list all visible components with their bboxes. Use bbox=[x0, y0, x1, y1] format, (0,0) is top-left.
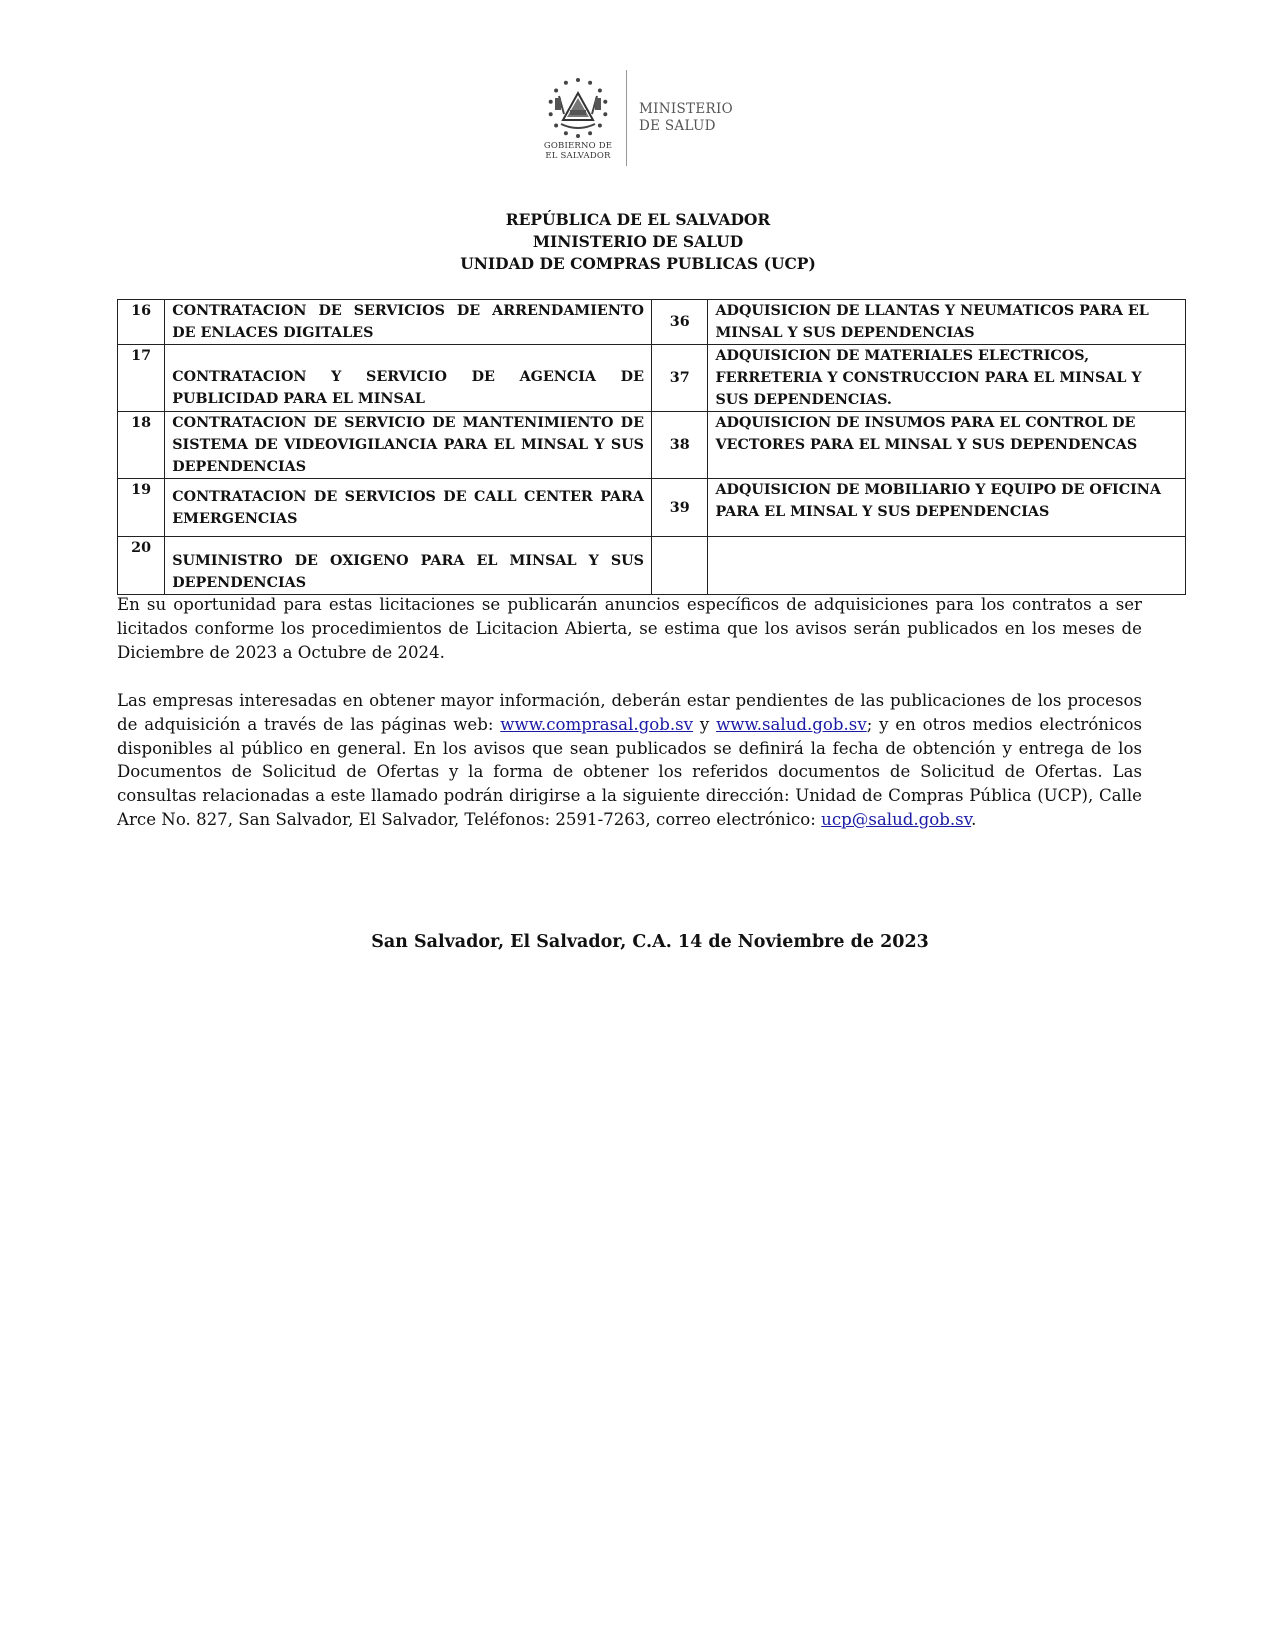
table-row bbox=[118, 300, 1186, 345]
item-number: 36 bbox=[651, 300, 707, 345]
ministry-logo bbox=[537, 70, 757, 170]
contact-separator: y bbox=[693, 714, 717, 734]
procurement-table bbox=[117, 299, 1186, 595]
seal-star bbox=[564, 81, 568, 85]
item-number: 38 bbox=[651, 412, 707, 479]
heading-line-unit: UNIDAD DE COMPRAS PUBLICAS (UCP) bbox=[460, 254, 816, 273]
item-number: 20 bbox=[118, 537, 165, 595]
item-description bbox=[708, 537, 1186, 595]
logo-divider bbox=[626, 70, 627, 166]
table-row bbox=[118, 412, 1186, 479]
seal-star bbox=[576, 78, 580, 82]
seal-star bbox=[554, 124, 558, 128]
seal-star bbox=[603, 112, 607, 116]
item-description: CONTRATACION DE SERVICIOS DE ARRENDAMIENTO DE ENLACES DIGITALES bbox=[165, 300, 652, 345]
item-description: CONTRATACION DE SERVICIOS DE CALL CENTER PARA EMERGENCIAS bbox=[165, 479, 652, 537]
item-description: SUMINISTRO DE OXIGENO PARA EL MINSAL Y SUS DEPENDENCIAS bbox=[165, 537, 652, 595]
email-link[interactable]: ucp@salud.gob.sv bbox=[821, 809, 972, 829]
government-label: GOBIERNO DE EL SALVADOR bbox=[543, 141, 613, 161]
contact-text-1: Las empresas interesadas en obtener mayor información, deberán estar pendientes de las publicaciones de los procesos de adquisición a través de las páginas web: bbox=[117, 691, 1142, 734]
seal-star bbox=[598, 89, 602, 93]
contact-end: . bbox=[971, 809, 977, 829]
item-description: ADQUISICION DE MOBILIARIO Y EQUIPO DE OFICINA PARA EL MINSAL Y SUS DEPENDENCIAS bbox=[708, 479, 1186, 537]
item-number: 18 bbox=[118, 412, 165, 479]
seal-star bbox=[576, 134, 580, 138]
salud-link[interactable]: www.salud.gob.sv bbox=[716, 714, 867, 734]
seal-star bbox=[598, 124, 602, 128]
heading-line-ministry: MINISTERIO DE SALUD bbox=[532, 232, 744, 251]
item-description: ADQUISICION DE MATERIALES ELECTRICOS, FERRETERIA Y CONSTRUCCION PARA EL MINSAL Y SUS DEPENDENCIAS. bbox=[708, 345, 1186, 412]
announcement-paragraph: En su oportunidad para estas licitaciones se publicarán anuncios específicos de adquisiciones para los contratos a ser licitados conforme los procedimientos de Licitacion Abierta, se estima que los avisos serán publicados en los meses de Diciembre de 2023 a Octubre de 2024. bbox=[117, 595, 1142, 662]
el-salvador-coat-of-arms-icon bbox=[537, 76, 619, 146]
contact-paragraph bbox=[117, 689, 1142, 832]
item-number: 16 bbox=[118, 300, 165, 345]
seal-star bbox=[549, 112, 553, 116]
seal-star bbox=[588, 131, 592, 135]
item-number: 37 bbox=[651, 345, 707, 412]
document-heading bbox=[0, 209, 1276, 275]
seal-star bbox=[554, 89, 558, 93]
item-description: ADQUISICION DE INSUMOS PARA EL CONTROL DE VECTORES PARA EL MINSAL Y SUS DEPENDENCAS bbox=[708, 412, 1186, 479]
seal-star bbox=[564, 131, 568, 135]
contact-text-2: ; y en otros medios electrónicos disponibles al público en general. En los avisos que sean publicados se definirá la fecha de obtención y entrega de los Documentos de Solicitud de Ofertas y la forma de obtener los referidos documentos de Solicitud de Ofertas. Las consultas relacionadas a este llamado podrán dirigirse a la siguiente dirección: Unidad de Compras Pública (UCP), Calle Arce No. 827, San Salvador, El Salvador, Teléfonos: 2591-7263, correo electrónico: bbox=[117, 714, 1142, 829]
seal-star bbox=[549, 100, 553, 104]
heading-line-country: REPÚBLICA DE EL SALVADOR bbox=[505, 210, 771, 229]
seal-star bbox=[603, 100, 607, 104]
item-description: ADQUISICION DE LLANTAS Y NEUMATICOS PARA EL MINSAL Y SUS DEPENDENCIAS bbox=[708, 300, 1186, 345]
item-number: 19 bbox=[118, 479, 165, 537]
ministry-label: MINISTERIO DE SALUD bbox=[639, 101, 733, 134]
table-row bbox=[118, 537, 1186, 595]
item-description: CONTRATACION Y SERVICIO DE AGENCIA DE PUBLICIDAD PARA EL MINSAL bbox=[165, 345, 652, 412]
table-row bbox=[118, 345, 1186, 412]
item-number: 39 bbox=[651, 479, 707, 537]
table-row bbox=[118, 479, 1186, 537]
comprasal-link[interactable]: www.comprasal.gob.sv bbox=[500, 714, 694, 734]
item-number bbox=[651, 537, 707, 595]
item-number: 17 bbox=[118, 345, 165, 412]
item-description: CONTRATACION DE SERVICIO DE MANTENIMIENTO DE SISTEMA DE VIDEOVIGILANCIA PARA EL MINSAL Y SUS DEPENDENCIAS bbox=[165, 412, 652, 479]
closing-date-line: San Salvador, El Salvador, C.A. 14 de Noviembre de 2023 bbox=[371, 932, 929, 952]
seal-star bbox=[588, 81, 592, 85]
